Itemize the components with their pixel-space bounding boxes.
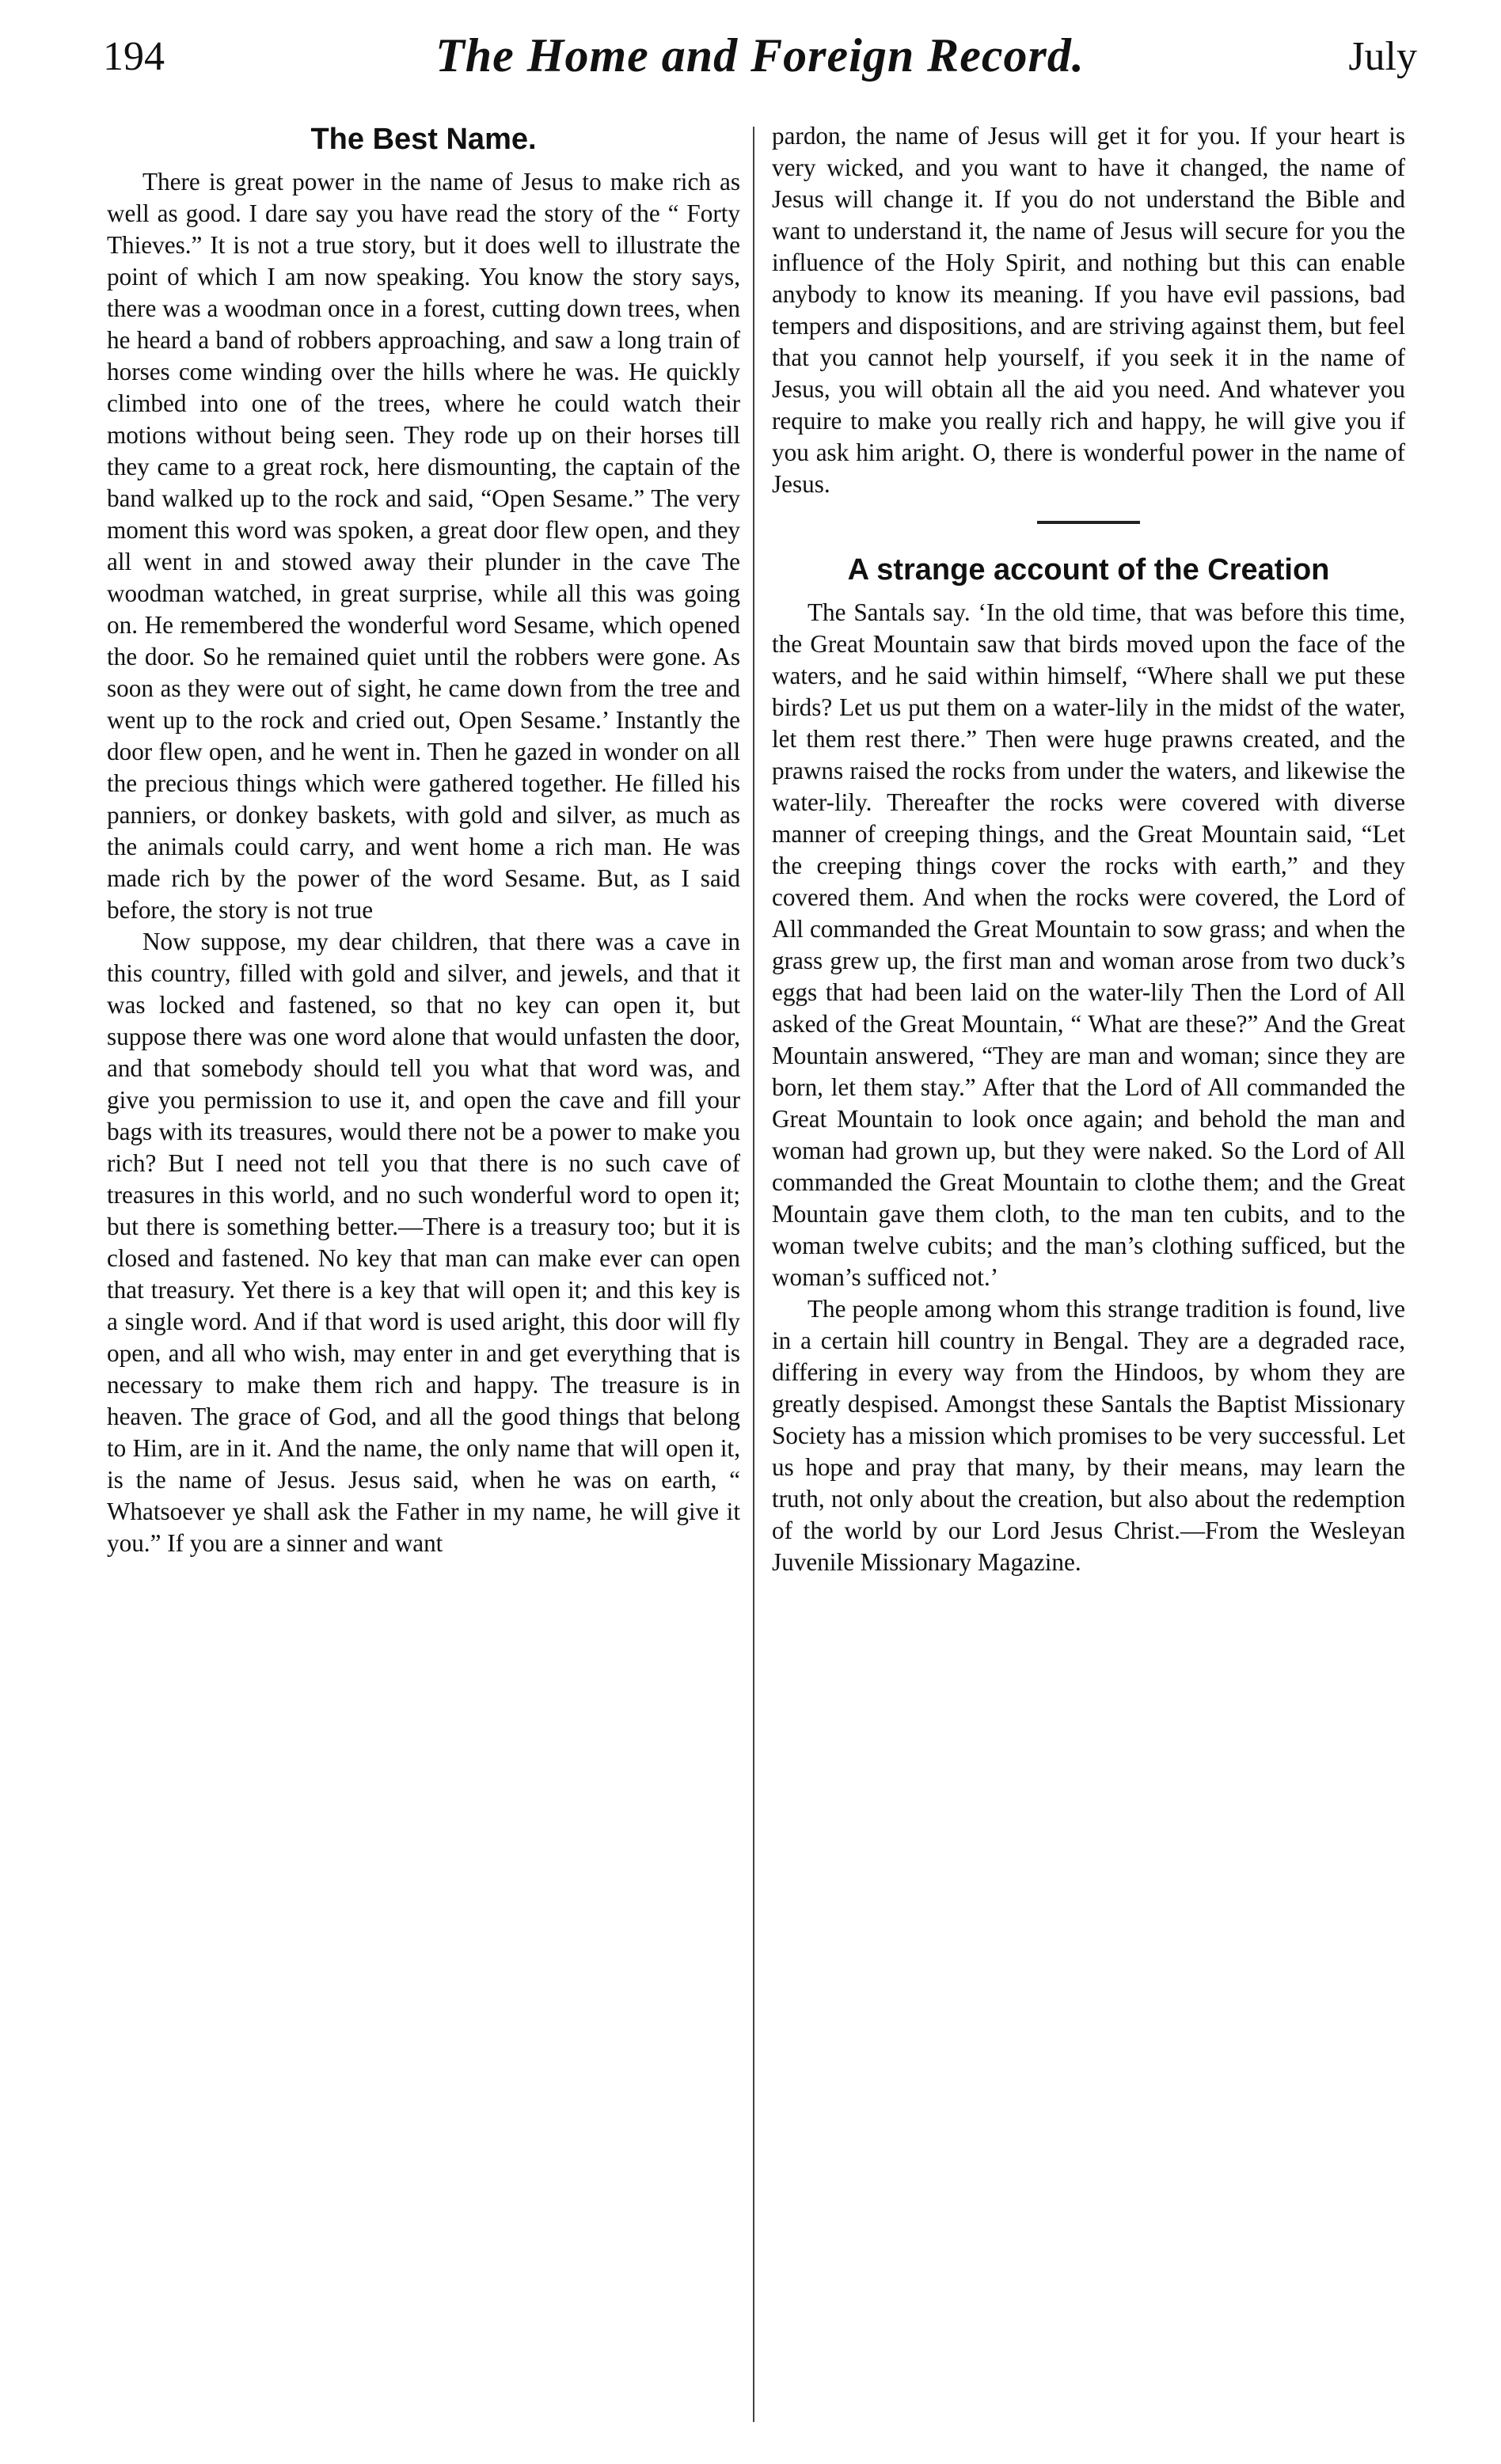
article-paragraph: There is great power in the name of Jesus to make rich as well as good. I dare say you have read the story of the “ Forty Thieves.” It is not a true story, but it does well to illustrate the point of which I am now speaking. You know the story says, there was a woodman once in a forest, cutting down trees, when he heard a band of robbers approaching, and saw a long train of horses come winding over the hills where he was. He quickly climbed into one of the trees, where he could watch their motions without being seen. They rode up on their horses till they came to a great rock, here dismounting, the captain of the band walked up to the rock and said, “Open Sesame.” The very moment this word was spoken, a great door flew open, and they all went in and stowed away their plunder in the cave The woodman watched, in great surprise, while all this was going on. He remembered the wonderful word Sesame, which opened the door. So he remained quiet until the robbers were gone. As soon as they were out of sight, he came down from the tree and went up to the rock and cried out, Open Sesame.’ Instantly the door flew open, and he went in. Then he gazed in wonder on all the precious things which were gathered together. He filled his panniers, or donkey baskets, with gold and silver, as much as the animals could carry, and went home a rich man. He was made rich by the power of the word Sesame. But, as I said before, the story is not true [107,168,740,924]
section-divider [1037,521,1140,524]
article-paragraph: Now suppose, my dear children, that there was a cave in this country, filled with gold and silver, and jewels, and that it was locked and fastened, so that no key can open it, but suppose there was one word alone that would unfasten the door, and that somebody should tell you what that word was, and give you permission to use it, and open the cave and fill your bags with its treasures, would there not be a power to make you rich? But I need not tell you that there is no such cave of treasures in this world, and no such wonderful word to open it; but there is something better.—There is a treasury too; but it is closed and fastened. No key that man can make ever can open that treasury. Yet there is a key that will open it; and this key is a single word. And if that word is used aright, this door will fly open, and all who wish, may enter in and get everything that is necessary to make them rich and happy. The treasure is in heaven. The grace of God, and all the good things that belong to Him, are in it. And the name, the only name that will open it, is the name of Jesus. Jesus said, when he was on earth, “ Whatsoever ye shall ask the Father in my name, he will give it you.” If you are a sinner and want [107,928,740,1557]
right-column [772,120,1405,1578]
article-title-best-name: The Best Name. [310,123,537,156]
journal-title: The Home and Foreign Record. [435,29,1085,82]
issue-month: July [1348,34,1417,79]
article-paragraph: The people among whom this strange tradition is found, live in a certain hill country in Bengal. They are a degraded race, differing in every way from the Hindoos, by whom they are greatly despised. Amongst these Santals the Baptist Missionary Society has a mission which promises to be very successful. Let us hope and pray that many, by their means, may learn the truth, not only about the creation, but also about the redemption of the world by our Lord Jesus Christ.—From the Wesleyan Juvenile Missionary Magazine. [772,1295,1405,1576]
article-title-creation: A strange account of the Creation [847,553,1330,587]
article-paragraph: The Santals say. ‘In the old time, that was before this time, the Great Mountain saw that birds moved upon the face of the waters, and he said within himself, “Where shall we put these birds? Let us put them on a water-lily in the midst of the water, let them rest there.” Then were huge prawns created, and the prawns raised the rocks from under the waters, and likewise the water-lily. Thereafter the rocks were covered with diverse manner of creeping things, and the Great Mountain said, “Let the creeping things cover the rocks with earth,” and they covered them. And when the rocks were covered, the Lord of All commanded the Great Mountain to sow grass; and when the grass grew up, the first man and woman arose from two duck’s eggs that had been laid on the water-lily Then the Lord of All asked of the Great Mountain, “ What are these?” And the Great Mountain answered, “They are man and woman; since they are born, let them stay.” After that the Lord of All commanded the Great Mountain to look once again; and behold the man and woman had grown up, but they were naked. So the Lord of All commanded the Great Mountain to clothe them; and the Great Mountain gave them cloth, to the man ten cubits, and to the woman twelve cubits; and the man’s clothing sufficed, but the woman’s sufficed not.’ [772,598,1405,1291]
running-header [103,24,1417,103]
column-rule [753,127,754,2422]
article-paragraph-continued: pardon, the name of Jesus will get it for you. If your heart is very wicked, and you want to have it changed, the name of Jesus will change it. If you do not understand the Bible and want to understand it, the name of Jesus will secure for you the influence of the Holy Spirit, and nothing but this can enable anybody to know its meaning. If you have evil passions, bad tempers and dispositions, and are striving against them, but feel that you cannot help yourself, if you seek it in the name of Jesus, you will obtain all the aid you need. And whatever you require to make you really rich and happy, he will give you if you ask him aright. O, there is wonderful power in the name of Jesus. [772,122,1405,498]
left-column [107,120,740,1559]
page-number: 194 [103,34,165,79]
